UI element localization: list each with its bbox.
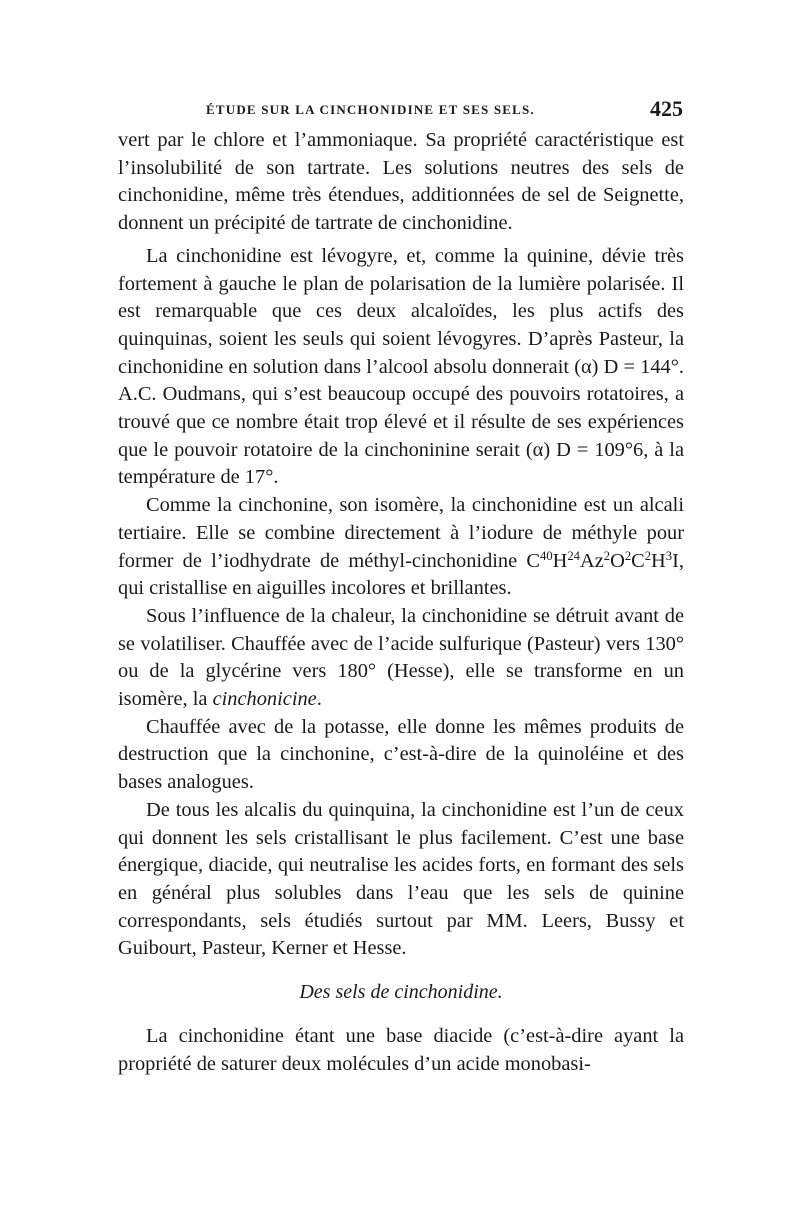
paragraph-2: La cinchonidine est lévogyre, et, comme la quinine, dévie très fortement à gauche le plan de polarisation de la lumière polarisée. Il est remarquable que ces deux alcaloïdes, les plus actifs des quinquinas, soient les seuls qui soient lévogyres. D’après Pasteur, la cinchonidine en solution dans l’alcool absolu donnerait (α) D = 144°. A.C. Oudmans, qui s’est beaucoup occupé des pouvoirs rotatoires, a trouvé que ce nombre était trop élevé et il résulte de ses expériences que le pouvoir rotatoire de la cinchoninine serait (α) D = 109°6, à la température de 17°.	[118, 244, 684, 489]
paragraph-4: Sous l’influence de la chaleur, la cinchonidine se détruit avant de se volatiliser. Chauffée avec de l’acide sulfurique (Pasteur) vers 130° ou de la glycérine vers 180° (Hesse), elle se transforme en un isomère, la cinchonicine.	[118, 604, 684, 711]
page-number: 425	[650, 96, 683, 121]
paragraph-5: Chauffée avec de la potasse, elle donne les mêmes produits de destruction que la cinchonine, c’est-à-dire de la quinoléine et des bases analogues.	[118, 715, 684, 794]
chemical-formula: $C^{40}H^{24}Az^2O^2C^2H^3I$	[526, 548, 679, 572]
section-heading: Des sels de cinchonidine.	[299, 981, 503, 1004]
paragraph-6: De tous les alcalis du quinquina, la cinchonidine est l’un de ceux qui donnent les sels cristallisant le plus facilement. C’est une base énergique, diacide, qui neutralise les acides forts, en formant des sels en général plus solubles dans l’eau que les sels de quinine correspondants, sels étudiés surtout par MM. Leers, Bussy et Guibourt, Pasteur, Kerner et Hesse.	[118, 798, 684, 960]
italic-term: cinchonicine	[212, 688, 317, 711]
body-text	[118, 127, 684, 1079]
paragraph-3: Comme la cinchonine, son isomère, la cinchonidine est un alcali tertiaire. Elle se combine directement à l’iodure de méthyle pour former de l’iodhydrate de méthyl-cinchonidine $C^{40}H^{24}Az^2O^2C^2H^3I$, qui cristallise en aiguilles incolores et brillantes.	[118, 494, 684, 600]
running-title: ÉTUDE SUR LA CINCHONIDINE ET SES SELS.	[206, 102, 535, 117]
paragraph-7: La cinchonidine étant une base diacide (c’est-à-dire ayant la propriété de saturer deux molécules d’un acide monobasi-	[118, 1025, 684, 1075]
paragraph-1: vert par le chlore et l’ammoniaque. Sa propriété caractéristique est l’insolubilité de son tartrate. Les solutions neutres des sels de cinchonidine, même très étendues, additionnées de sel de Seignette, donnent un précipité de tartrate de cinchonidine.	[118, 129, 684, 235]
running-header	[118, 96, 683, 126]
